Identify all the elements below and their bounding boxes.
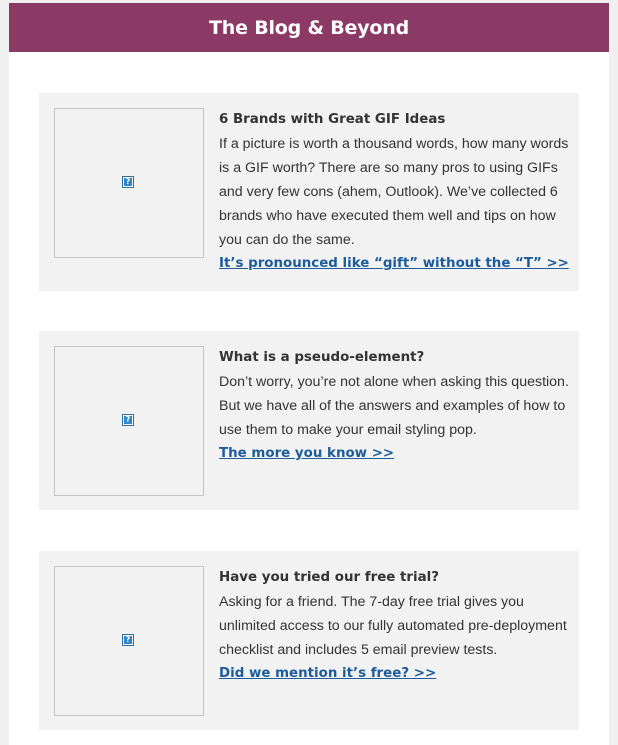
post-body: Asking for a friend. The 7-day free trial gives you unlimited access to our fully automated pre-deployment checklist and includes 5 email preview tests. — [219, 594, 567, 658]
post-text — [219, 566, 569, 686]
broken-image-icon: ? — [122, 176, 134, 188]
post-image[interactable] — [54, 108, 204, 258]
post-title: 6 Brands with Great GIF Ideas — [219, 112, 446, 127]
broken-image-icon: ? — [122, 414, 134, 426]
broken-image-icon: ? — [122, 634, 134, 646]
blog-card — [39, 93, 579, 291]
content-area — [9, 52, 609, 745]
post-image[interactable] — [54, 346, 204, 496]
post-image[interactable] — [54, 566, 204, 716]
post-body: If a picture is worth a thousand words, how many words is a GIF worth? There are so many pros to using GIFs and very few cons (ahem, Outlook). We’ve collected 6 brands who have executed them well and tips on how you can do the same. — [219, 136, 569, 248]
post-link[interactable]: Did we mention it’s free? >> — [219, 666, 437, 681]
post-title: What is a pseudo-element? — [219, 350, 425, 365]
post-link[interactable]: The more you know >> — [219, 446, 395, 461]
header-title: The Blog & Beyond — [209, 16, 409, 39]
post-text — [219, 108, 569, 276]
post-title: Have you tried our free trial? — [219, 570, 440, 585]
blog-card — [39, 331, 579, 510]
post-body: Don’t worry, you’re not alone when asking this question. But we have all of the answers and examples of how to use them to make your email styling pop. — [219, 374, 569, 438]
post-text — [219, 346, 569, 466]
blog-card — [39, 551, 579, 730]
post-link[interactable]: It’s pronounced like “gift” without the “T” >> — [219, 256, 569, 271]
newsletter-header — [9, 3, 609, 52]
